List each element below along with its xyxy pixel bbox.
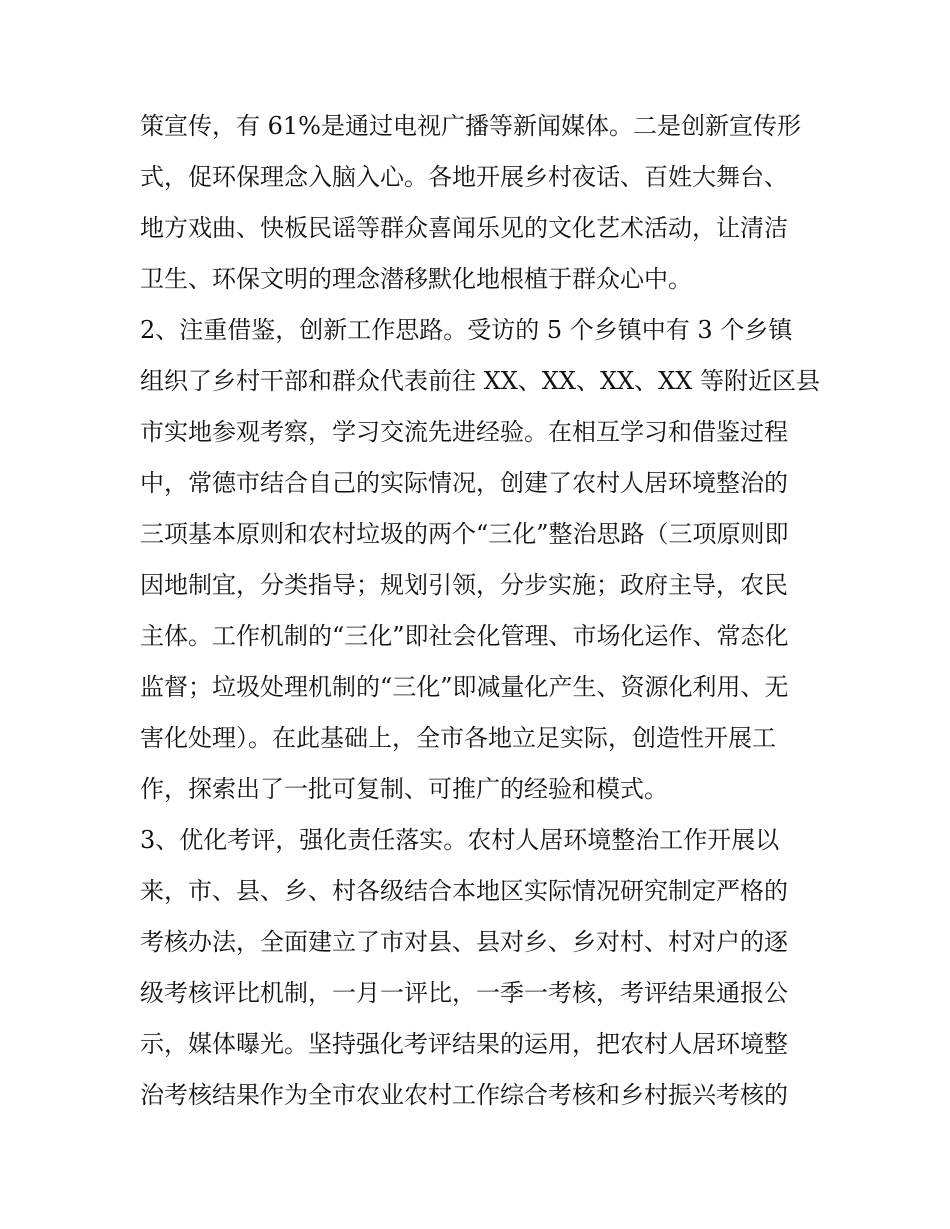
- text-line: 害化处理）。在此基础上，全市各地立足实际，创造性开展工: [140, 724, 776, 752]
- text-line: 市实地参观考察，学习交流先进经验。在相互学习和借鉴过程: [140, 418, 788, 446]
- text-line: 示，媒体曝光。坚持强化考评结果的运用，把农村人居环境整: [140, 1030, 788, 1058]
- text-line: 3、优化考评，强化责任落实。农村人居环境整治工作开展以: [140, 826, 780, 854]
- text-line: 因地制宜，分类指导；规划引领，分步实施；政府主导，农民: [140, 571, 788, 599]
- text-line: 主体。工作机制的“三化”即社会化管理、市场化运作、常态化: [140, 622, 789, 650]
- text-line: 式，促环保理念入脑入心。各地开展乡村夜话、百姓大舞台、: [140, 163, 788, 191]
- text-line: 策宣传，有 61%是通过电视广播等新闻媒体。二是创新宣传形: [140, 112, 801, 140]
- text-line: 治考核结果作为全市农业农村工作综合考核和乡村振兴考核的: [140, 1081, 788, 1109]
- text-line: 级考核评比机制，一月一评比，一季一考核，考评结果通报公: [140, 979, 788, 1007]
- text-line: 三项基本原则和农村垃圾的两个“三化”整治思路（三项原则即: [140, 520, 789, 548]
- text-line: 监督；垃圾处理机制的“三化”即减量化产生、资源化利用、无: [140, 673, 789, 701]
- body-text: [140, 101, 820, 1121]
- text-line: 作，探索出了一批可复制、可推广的经验和模式。: [140, 775, 668, 803]
- text-line: 2、注重借鉴，创新工作思路。受访的 5 个乡镇中有 3 个乡镇: [140, 316, 793, 344]
- text-line: 中，常德市结合自己的实际情况，创建了农村人居环境整治的: [140, 469, 788, 497]
- text-line: 地方戏曲、快板民谣等群众喜闻乐见的文化艺术活动，让清洁: [140, 214, 788, 242]
- text-line: 来，市、县、乡、村各级结合本地区实际情况研究制定严格的: [140, 877, 788, 905]
- text-line: 考核办法，全面建立了市对县、县对乡、乡对村、村对户的逐: [140, 928, 788, 956]
- text-line: 卫生、环保文明的理念潜移默化地根植于群众心中。: [140, 265, 692, 293]
- text-line: 组织了乡村干部和群众代表前往 XX、XX、XX、XX 等附近区县: [140, 367, 820, 395]
